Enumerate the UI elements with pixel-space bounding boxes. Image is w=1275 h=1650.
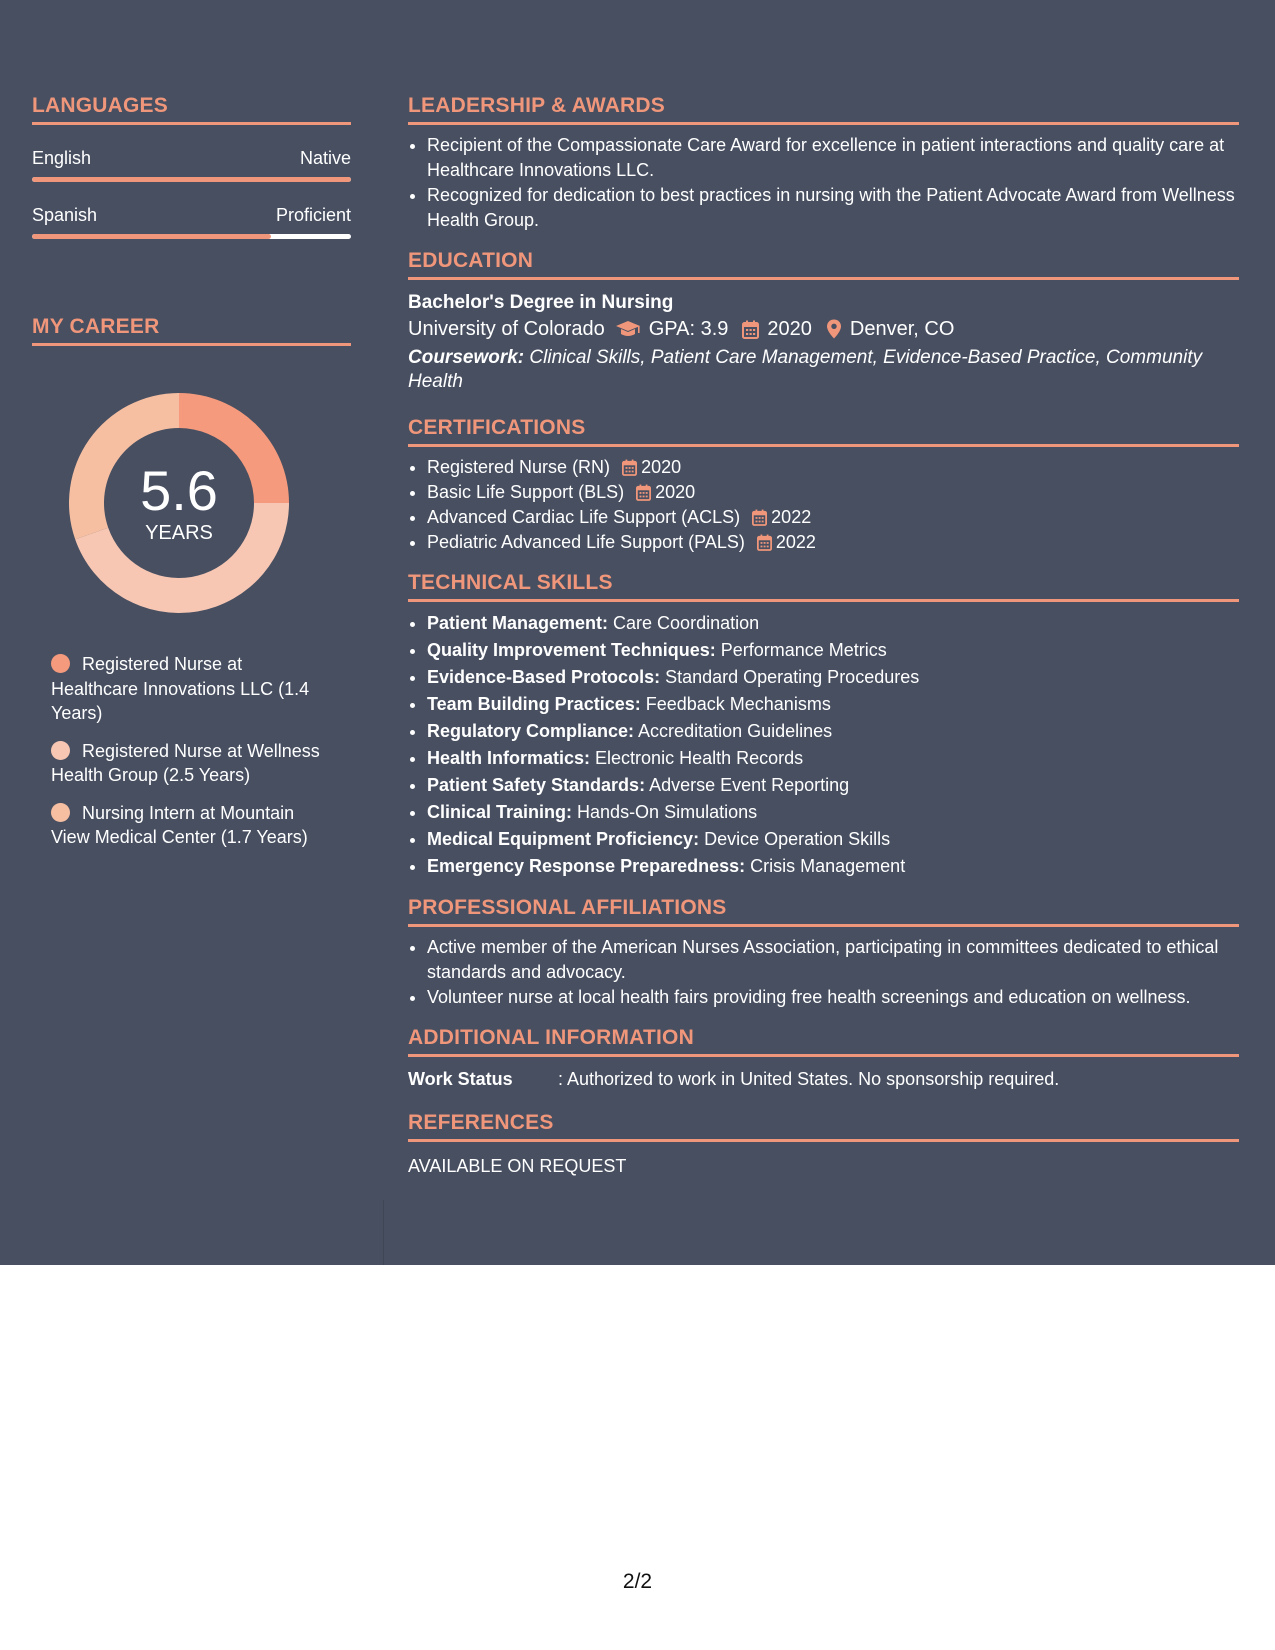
skill-value: Standard Operating Procedures [660,667,920,687]
skill-value: Performance Metrics [715,640,887,660]
certifications-title: CERTIFICATIONS [408,416,1239,447]
skill-label: Health Informatics: [427,748,591,768]
list-item: • Recognized for dedication to best practices in nursing with the Patient Advocate Award from Wellness Health Group. [427,183,1239,233]
graduation-cap-icon [615,320,641,338]
education-title: EDUCATION [408,249,1239,280]
certification-name: • Registered Nurse (RN) [427,457,611,477]
references-text: AVAILABLE ON REQUEST [408,1156,627,1176]
leadership-section [408,94,1239,233]
certification-item [427,505,1239,530]
calendar-icon [752,509,767,526]
calendar-icon [622,459,637,476]
certification-item [427,480,1239,505]
language-item [32,204,351,239]
skill-value: Crisis Management [745,856,906,876]
language-name: Spanish [32,205,98,225]
certification-name: • Basic Life Support (BLS) [427,482,625,502]
work-status-row [408,1067,1239,1091]
affiliations-title: PROFESSIONAL AFFILIATIONS [408,896,1239,927]
calendar-icon [636,484,651,501]
school-location: Denver, CO [849,318,955,340]
left-column [32,94,351,863]
gpa: GPA: 3.9 [648,318,729,340]
certifications-section [408,416,1239,555]
coursework-label: Coursework: [408,347,525,368]
technical-skills-section [408,571,1239,880]
right-column [408,94,1239,1190]
skill-value: Hands-On Simulations [572,802,758,822]
calendar-icon [742,320,759,339]
language-level: Native [299,148,351,168]
school-name: University of Colorado [408,318,605,340]
skill-item [427,610,1239,637]
legend-label: Registered Nurse at Healthcare Innovations LLC (1.4 Years) [51,654,310,723]
education-section [408,249,1239,394]
language-bar-fill [32,177,351,182]
certification-item [427,455,1239,480]
career-legend-item [51,652,321,726]
language-item [32,147,351,182]
certification-year: 2022 [775,532,816,552]
skill-label: Regulatory Compliance: [427,721,635,741]
skill-value: Device Operation Skills [699,829,891,849]
additional-info-section [408,1026,1239,1091]
skill-label: Clinical Training: [427,802,573,822]
certification-item [427,530,1239,555]
legend-label: Nursing Intern at Mountain View Medical Center (1.7 Years) [51,802,308,847]
coursework-list: Clinical Skills, Patient Care Management, Evidence-Based Practice, Community Health [408,347,1203,392]
references-section [408,1111,1239,1178]
career-legend-item [51,739,321,788]
career-legend-item [51,801,321,850]
column-divider [383,1200,384,1265]
skill-value: Electronic Health Records [590,748,804,768]
work-status-value: : Authorized to work in United States. No sponsorship required. [558,1069,1060,1089]
references-title: REFERENCES [408,1111,1239,1142]
skill-value: Accreditation Guidelines [634,721,833,741]
career-total-value: 5.6 [140,458,218,522]
legend-dot [51,654,70,673]
graduation-year: 2020 [767,318,812,340]
legend-label: Registered Nurse at Wellness Health Group (2.5 Years) [51,740,320,785]
skill-label: Evidence-Based Protocols: [427,667,661,687]
skill-label: Emergency Response Preparedness: [427,856,746,876]
career-total-unit: YEARS [145,521,213,544]
skill-item [427,772,1239,799]
skill-label: Team Building Practices: [427,694,641,714]
career-donut-chart [66,390,292,616]
list-item: • Recipient of the Compassionate Care Award for excellence in patient interactions and quality care at Healthcare Innovations LLC. [427,133,1239,183]
list-item: • Active member of the American Nurses Association, participating in committees dedicated to ethical standards and advocacy. [427,935,1239,985]
coursework [408,346,1239,394]
skill-item [427,691,1239,718]
skill-label: Medical Equipment Proficiency: [427,829,700,849]
skill-item [427,826,1239,853]
skill-label: Patient Safety Standards: [427,775,646,795]
page-number: 2/2 [622,1570,653,1593]
certification-name: • Advanced Cardiac Life Support (ACLS) [427,507,741,527]
skill-value: Adverse Event Reporting [645,775,850,795]
technical-skills-title: TECHNICAL SKILLS [408,571,1239,602]
language-name: English [32,148,92,168]
certification-year: 2020 [655,482,696,502]
additional-info-title: ADDITIONAL INFORMATION [408,1026,1239,1057]
legend-dot [51,741,70,760]
education-details [408,315,1239,343]
language-bar [32,177,351,182]
language-bar-fill [32,234,271,239]
certification-year: 2022 [771,507,812,527]
calendar-icon [757,534,772,551]
skill-value: Feedback Mechanisms [640,694,831,714]
list-item: • Volunteer nurse at local health fairs providing free health screenings and education on wellness. [427,985,1239,1010]
legend-dot [51,803,70,822]
certification-name: • Pediatric Advanced Life Support (PALS) [427,532,745,552]
affiliations-section [408,896,1239,1010]
language-level: Proficient [275,205,351,225]
work-status-label: Work Status [408,1069,513,1089]
skill-item [427,637,1239,664]
languages-title: LANGUAGES [32,94,351,125]
skill-label: Quality Improvement Techniques: [427,640,716,660]
career-legend [32,652,321,850]
certification-year: 2020 [641,457,682,477]
leadership-title: LEADERSHIP & AWARDS [408,94,1239,125]
map-pin-icon [826,319,842,339]
language-bar [32,234,351,239]
skill-item [427,745,1239,772]
skill-label: Patient Management: [427,613,609,633]
degree-name: Bachelor's Degree in Nursing [408,292,674,313]
skill-value: Care Coordination [608,613,760,633]
skill-item [427,718,1239,745]
career-title: MY CAREER [32,315,351,346]
skill-item [427,664,1239,691]
skill-item [427,853,1239,880]
skill-item [427,799,1239,826]
